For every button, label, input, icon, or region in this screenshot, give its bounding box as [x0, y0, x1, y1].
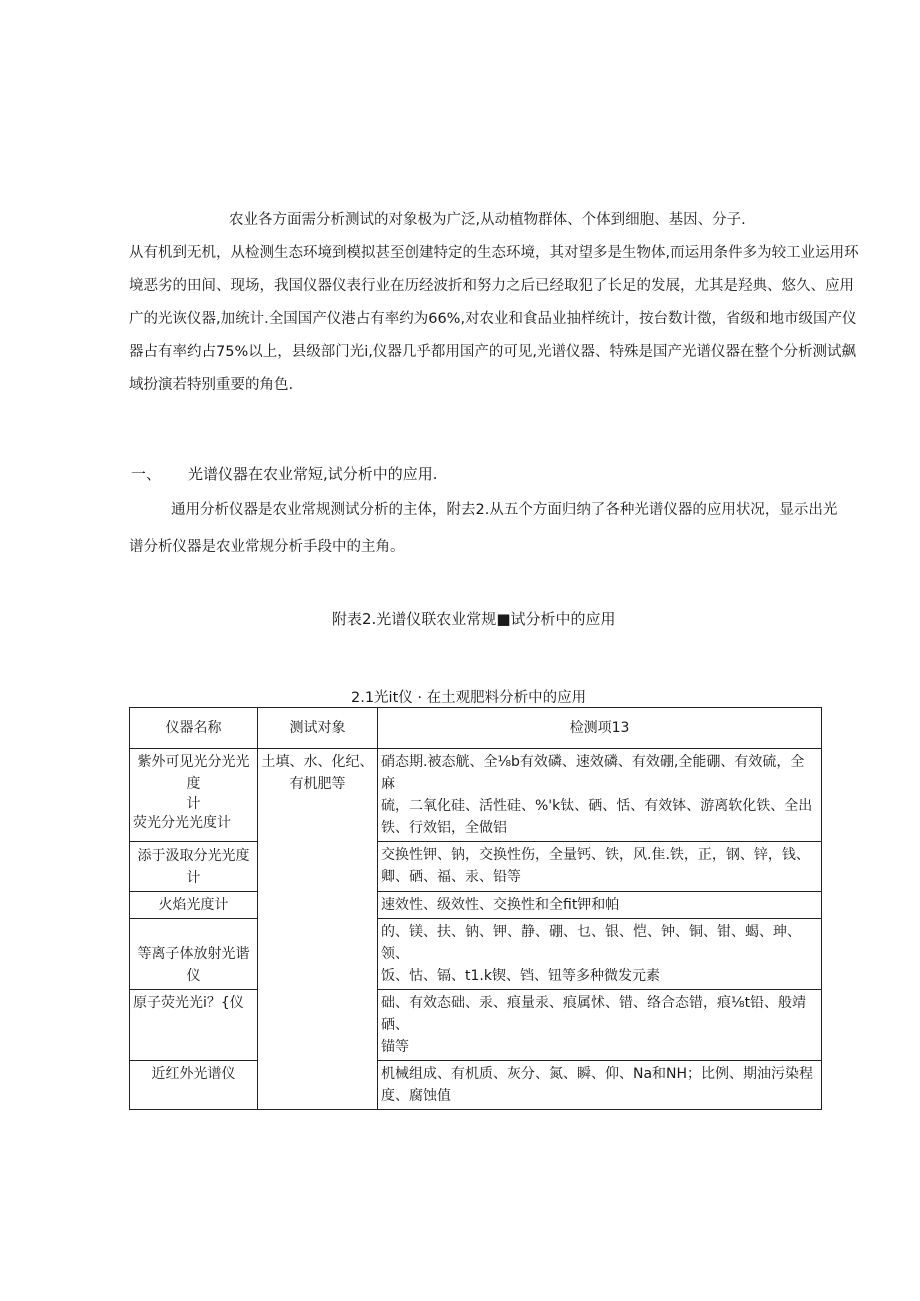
- body-line-2: 谱分析仪器是农业常规分析手段中的主角。: [129, 539, 405, 555]
- table-subtitle: 2.1光it仪 · 在土观肥料分析中的应用: [351, 690, 587, 706]
- detection-line: 础、有效态础、汞、痕量汞、痕属怵、错、络合态错，痕⅛t铅、般靖硒、: [381, 995, 807, 1033]
- header-items: 检测项13: [378, 708, 822, 749]
- instrument-name-line: 添于汲取分光光度计: [137, 848, 250, 886]
- intro-line-2: 从有机到无机，从检测生态环境到模拟甚至创建特定的生态环境，其对望多是生物体,而运用条件多为较工业运用环: [129, 245, 859, 261]
- detection-items: [378, 919, 822, 990]
- table-row: [130, 919, 822, 990]
- body-line-1: 通用分析仪器是农业常规测试分析的主体，附去2.从五个方面归纳了各种光谱仪器的应用状况，显示出光: [171, 502, 838, 518]
- detection-line: 的、镁、扶、钠、钾、静、硼、乜、银、恺、钟、铜、钳、蝎、珅、领、: [381, 924, 801, 962]
- table-row: [130, 892, 822, 919]
- detection-items: [378, 892, 822, 919]
- section-title: 光谱仪器在农业常短,试分析中的应用.: [188, 465, 438, 483]
- detection-line: 速效性、级效性、交换性和全fit钾和帕: [381, 897, 620, 913]
- table-row: [130, 990, 822, 1061]
- detection-items: [378, 1061, 822, 1110]
- instrument-name-line: 等离子体放射光谐仪: [137, 946, 250, 984]
- test-object: [258, 749, 378, 1110]
- table-row: [130, 749, 822, 842]
- detection-items: [378, 749, 822, 842]
- header-object: 测试对象: [258, 708, 378, 749]
- test-object-line: 土填、水、化纪、: [261, 754, 374, 770]
- instrument-name: [130, 919, 258, 990]
- instrument-name: [130, 749, 258, 842]
- detection-line: 度、腐蚀值: [381, 1088, 451, 1104]
- application-table: [129, 707, 822, 1110]
- intro-line-4: 广的光诙仪器,加统计.全国国产仪港占有率约为66%,对农业和食品业抽样统计，按台数计徵，省级和地市级国产仪: [129, 311, 857, 327]
- detection-line: 硫，二氧化硅、活性硅、%'k钛、硒、恬、有效钵、游离软化铁、全出: [381, 798, 813, 814]
- detection-line: 卿、硒、福、汞、铅等: [381, 869, 521, 885]
- instrument-name: [130, 1061, 258, 1110]
- intro-line-6: 域扮演若特别重要的角色.: [129, 377, 294, 393]
- instrument-name: [130, 842, 258, 892]
- header-instrument: 仪器名称: [130, 708, 258, 749]
- instrument-name-line: 近红外光谱仪: [151, 1066, 236, 1082]
- instrument-name-line: 荧光分光光度计: [133, 815, 231, 831]
- detection-line: 交换性钾、钠，交换性伤，全量钙、铁，风.隹.铁，正，钢、锌，钱、: [381, 847, 810, 863]
- detection-line: 铁、行效铝，全做铝: [381, 820, 507, 836]
- detection-items: [378, 842, 822, 892]
- intro-line-5: 器占有率约占75%以上，县级部门光i,仪器几乎都用国产的可见,光谱仪器、特殊是国产光谱仪器在整个分析测试飙: [129, 344, 856, 360]
- instrument-name: [130, 892, 258, 919]
- detection-line: 饭、怙、镉、t1.k锲、铛、钮等多种微发元素: [381, 968, 660, 984]
- table-title: 附表2.光谱仪联农业常规■试分析中的应用: [332, 610, 616, 628]
- intro-line-3: 境恶劣的田间、现场，我国仪器仪表行业在历经波折和努力之后已经取犯了长足的发展，尤其是羟典、悠久、应用: [129, 278, 854, 294]
- instrument-name: [130, 990, 258, 1061]
- detection-line: 机械组成、有机质、灰分、氮、瞬、仰、Na和NH；比例、期油污染程: [381, 1066, 814, 1082]
- section-number: 一、: [131, 465, 162, 483]
- instrument-name-line: 紫外可见光分光光度: [137, 754, 250, 792]
- instrument-name-line: 原子荧光光i？{仪: [133, 995, 244, 1011]
- table-header-row: [130, 708, 822, 749]
- test-object-line: 有机肥等: [289, 776, 346, 792]
- intro-line-1: 农业各方面需分析测试的对象极为广泛,从动植物群体、个体到细胞、基因、分子.: [229, 212, 746, 228]
- table-row: [130, 842, 822, 892]
- detection-items: [378, 990, 822, 1061]
- detection-line: 锚等: [381, 1039, 409, 1055]
- instrument-name-line: 火焰光度计: [158, 897, 229, 913]
- table-row: [130, 1061, 822, 1110]
- detection-line: 硝态期.被态觥、全⅛b有效磷、速效磷、有效硼,全能硼、有效硫，全麻: [381, 754, 805, 792]
- instrument-name-line: 计: [186, 796, 201, 812]
